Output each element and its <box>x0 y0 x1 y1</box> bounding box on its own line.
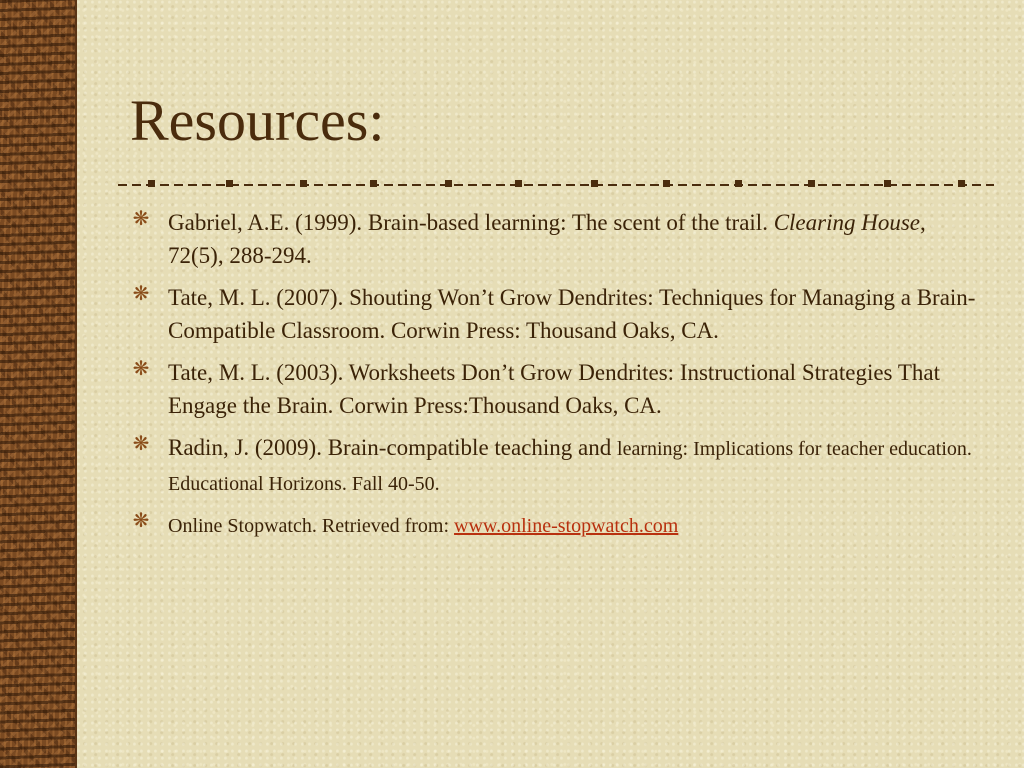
divider-dot <box>735 180 742 187</box>
journal-title: Clearing House <box>773 210 921 235</box>
reference-text: Gabriel, A.E. (1999). Brain-based learning: The scent of the trail. <box>168 210 774 235</box>
title-divider <box>118 184 994 186</box>
divider-dot <box>663 180 670 187</box>
divider-dot <box>958 180 965 187</box>
sunburst-bullet-icon: ❋ <box>132 283 150 305</box>
sunburst-bullet-icon: ❋ <box>132 510 150 532</box>
reference-text: Online Stopwatch. Retrieved from: <box>168 515 455 537</box>
divider-dot <box>370 180 377 187</box>
reference-list <box>130 206 980 552</box>
sunburst-bullet-icon: ❋ <box>132 433 150 455</box>
sunburst-bullet-icon: ❋ <box>132 358 150 380</box>
divider-dot <box>884 180 891 187</box>
reference-item-gabriel <box>130 206 980 272</box>
divider-dot <box>515 180 522 187</box>
reference-item-tate-2003 <box>130 356 980 422</box>
slide-title: Resources: <box>130 88 385 153</box>
reference-text-small: learning: Implications for teacher education. Educational Horizons. Fall 40-50. <box>168 438 972 495</box>
online-stopwatch-link[interactable]: www.online-stopwatch.com <box>454 515 679 537</box>
reference-text: Tate, M. L. (2003). Worksheets Don’t Grow Dendrites: Instructional Strategies That Engage the Brain. Corwin Press:Thousand Oaks, CA. <box>168 360 940 418</box>
decorative-wood-strip <box>0 0 77 768</box>
divider-dot <box>591 180 598 187</box>
reference-item-online-stopwatch <box>130 510 980 543</box>
divider-dot <box>226 180 233 187</box>
reference-text: Radin, J. (2009). Brain-compatible teaching and <box>168 435 618 460</box>
divider-dot <box>808 180 815 187</box>
divider-dot <box>445 180 452 187</box>
reference-item-radin <box>130 431 980 501</box>
reference-text: Tate, M. L. (2007). Shouting Won’t Grow Dendrites: Techniques for Managing a Brain- Compatible Classroom. Corwin Press: Thousand Oaks, CA. <box>168 285 976 343</box>
divider-dot <box>300 180 307 187</box>
sunburst-bullet-icon: ❋ <box>132 208 150 230</box>
divider-dot <box>148 180 155 187</box>
reference-citation: , 72(5), 288-294. <box>168 210 926 268</box>
reference-item-tate-2007 <box>130 281 980 347</box>
